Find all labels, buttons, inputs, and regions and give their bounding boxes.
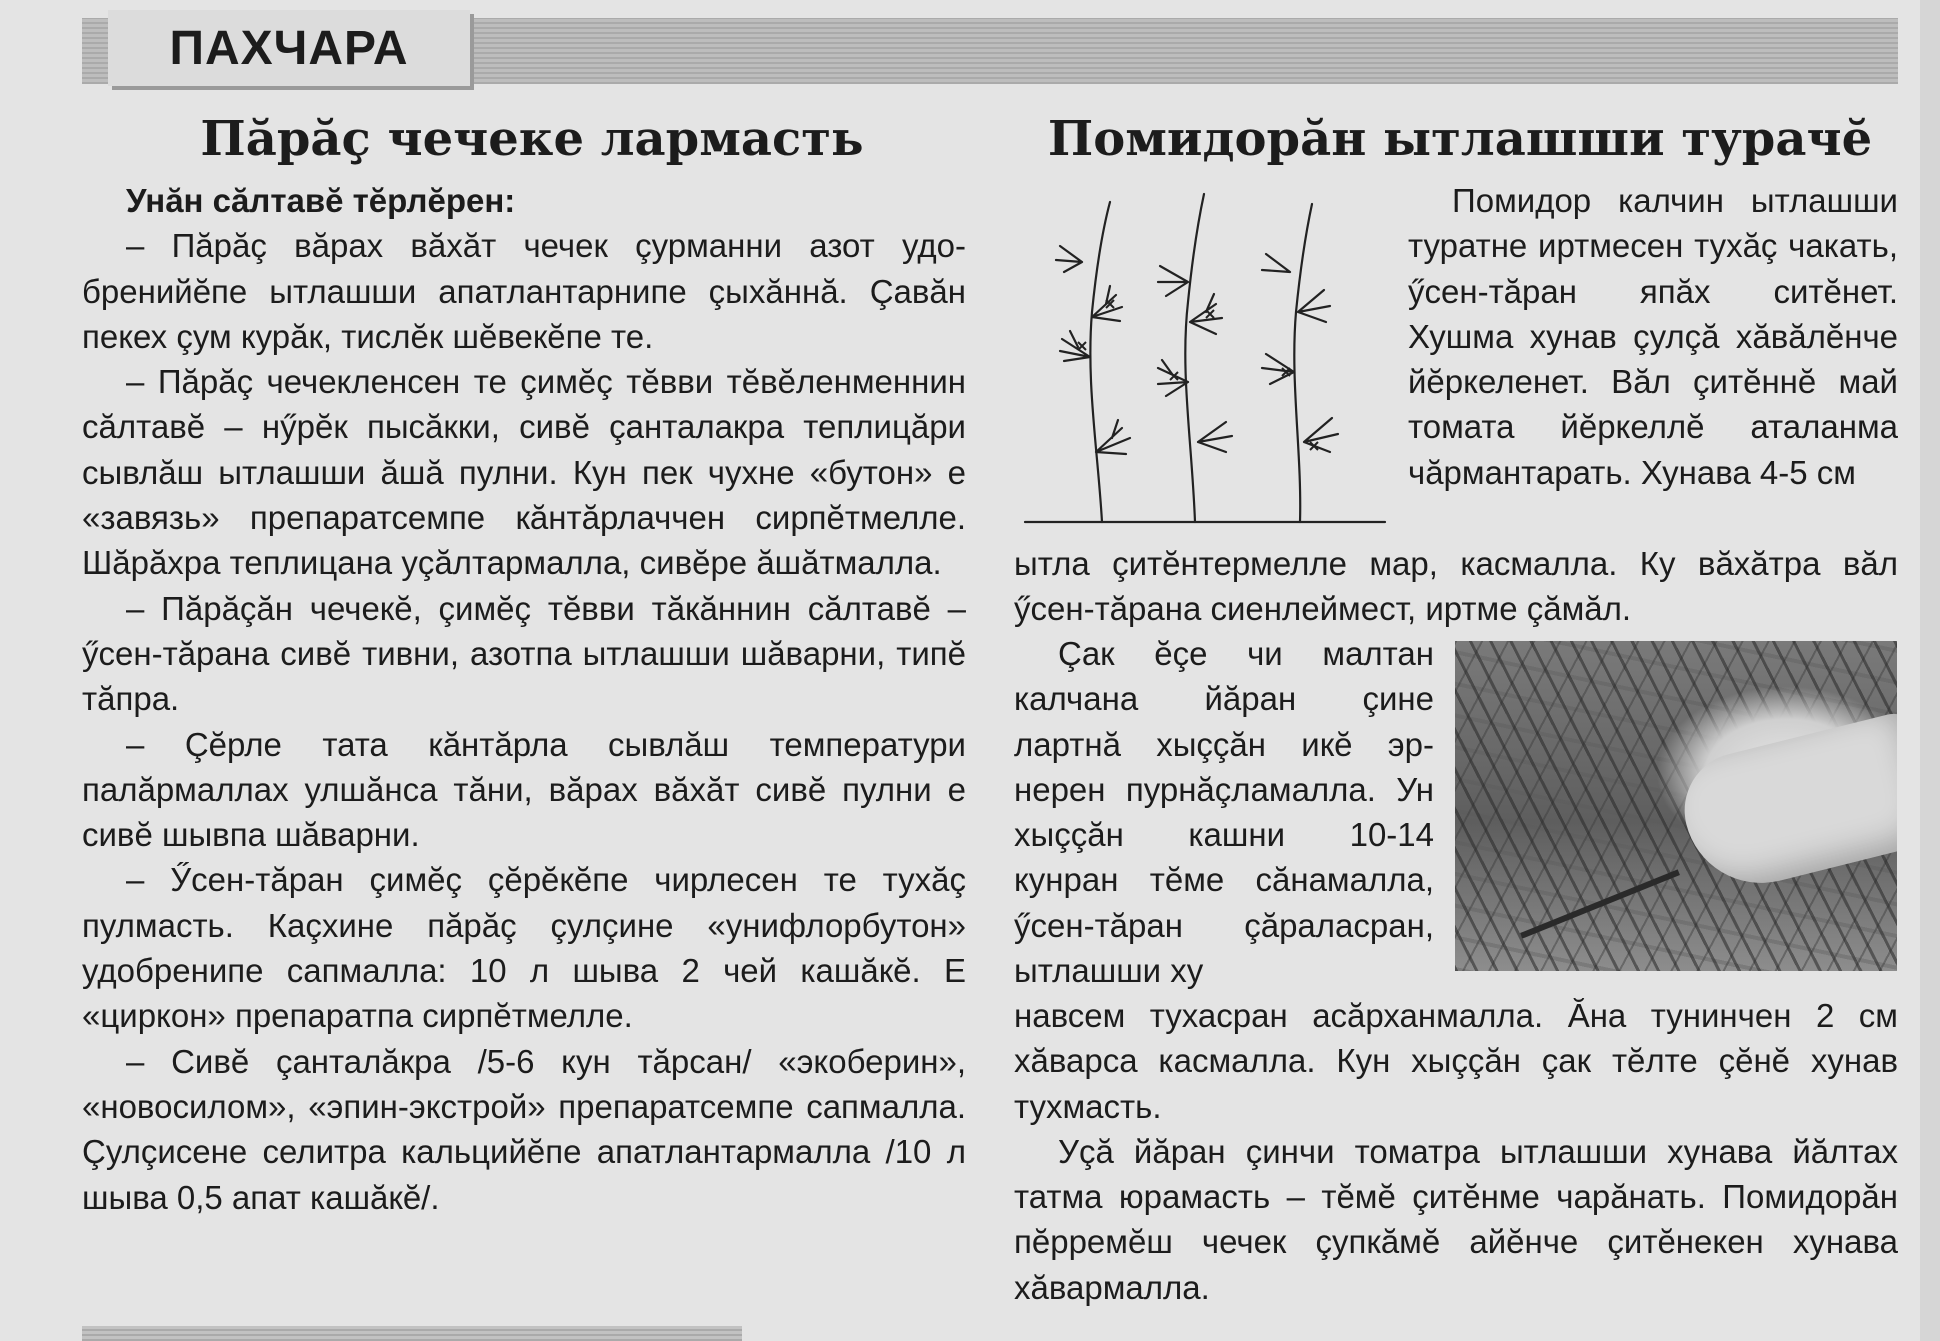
right-continuation-text: ытла çитĕнтермелле мар, касмалла. Ку вăхăтра вăл ӳсен-тăрана сиенлеймест, иртме çăмăл. xyxy=(1014,545,1898,628)
leaf-middle-3 xyxy=(1158,266,1188,296)
tomato-pruning-photo xyxy=(1455,641,1897,971)
leaf-right-3 xyxy=(1262,254,1290,272)
right-closing-paragraph: Уçă йăран çинчи томатра ытлашши хунава йăлтах татма юрамасть – тĕмĕ çитĕнме чарăнать. Помидорăн пĕрремĕш чечек çупкăмĕ айĕнче çитĕнекен хунава хăвармалла. xyxy=(1014,1132,1898,1306)
leaf-right-2 xyxy=(1298,290,1330,322)
cut-marks xyxy=(1078,300,1318,450)
right-article-headline: Помидорăн ытлашши турачĕ xyxy=(1047,111,1873,167)
leaf-middle-4 xyxy=(1198,422,1232,452)
leaf-middle-2 xyxy=(1190,294,1222,334)
right-narrow-paragraph: Çак ĕçе чи малтан калчана йăран çине лартнă хыççăн икĕ эрнерен пурнăçламалла. Ун хыççăн кашни 10-14 кунран тĕме сăнамалла, ӳсен-тăран çăраласран, ытлашши ху xyxy=(1014,635,1434,990)
right-article-intro xyxy=(1408,178,1898,495)
tomato-stems-illustration xyxy=(1020,192,1390,532)
left-paragraph: – Çĕрле тата кăнтăрла сывлăш температури палăрмаллах улшăнса тăни, вăрах вăхăт сивĕ пулни е сивĕ шывпа шăварни. xyxy=(82,725,966,854)
left-article-headline: Пăрăç чечеке лармасть xyxy=(200,111,864,167)
page-edge xyxy=(1920,0,1940,1341)
right-wide-continuation: навсем тухасран асăрханмалла. Ăна тунинчен 2 см хăварса касмалла. Кун хыççăн çак тĕлте çĕнĕ хунав тухмасть. xyxy=(1014,997,1898,1125)
bottom-rule xyxy=(82,1326,742,1341)
leaf-left-1 xyxy=(1060,331,1090,361)
stem-middle xyxy=(1185,194,1204,522)
right-article-continuation xyxy=(1014,541,1898,632)
left-paragraph: – Ӳсен-тăран çимĕç çĕрĕкĕпе чирлесен те тухăç пулмасть. Каçхине пăрăç çулçине «унифлорбутон» удобренипе сапмалла: 10 л шыва 2 чей кашăкĕ. Е «циркон» препаратпа сирпĕтмелле. xyxy=(82,861,966,1035)
right-article-bottom xyxy=(1014,993,1898,1310)
left-paragraph: – Сивĕ çанталăкра /5-6 кун тăрсан/ «экоберин», «новосилом», «эпин-экстрой» препаратсемпе сапмалла. Çулçисене селитра кальцийĕпе апатлантармалла /10 л шыва 0,5 апат кашăкĕ/. xyxy=(82,1042,966,1216)
leaf-right-4 xyxy=(1304,418,1338,452)
right-article-narrow-column xyxy=(1014,631,1434,993)
photo-stem xyxy=(1520,869,1680,938)
left-paragraph: – Пăрăçăн чечекĕ, çимĕç тĕвви тăкăннин сăлтавĕ – ӳсен-тăрана сивĕ тивни, азотпа ытлашши шăварни, типĕ тăпра. xyxy=(82,589,966,718)
leaf-left-3 xyxy=(1096,420,1130,454)
left-article-subheading: Унăн сăлтавĕ тĕрлĕрен: xyxy=(126,182,516,219)
stem-right xyxy=(1294,204,1312,522)
photo-hand xyxy=(1672,708,1897,899)
section-rubric: ПАХЧАРА xyxy=(108,10,470,86)
left-article-body xyxy=(82,178,966,1220)
leaf-left-2 xyxy=(1092,286,1122,321)
left-paragraph: – Пăрăç вăрах вăхăт чечек çурманни азот удобренийĕпе ытлашши апатлантарнипе çыхăннă. Çавăн пекех çум курăк, тислĕк шĕвекĕпе те. xyxy=(82,227,966,355)
leaf-left-4 xyxy=(1056,246,1082,272)
left-paragraph: – Пăрăç чечекленсен те çимĕç тĕвви тĕвĕленменнин сăлтавĕ – нӳрĕк пысăкки, сивĕ çанталакра теплицăри сывлăш ытлашши ăшă пулни. Кун пек чухне «бутон» е «завязь» препаратсемпе кăнтăрлаччен сирпĕтмелле. Шăрăхра теплицана уçăлтармалла, сивĕре ăшăтмалла. xyxy=(82,363,966,582)
right-intro-paragraph: Помидор калчин ытлашши туратне иртмесен тухăç чакать, ӳсен-тăран япăх ситĕнет. Хушма хунав çулçă хăвăлĕнче йĕркеленет. Вăл çитĕннĕ май томата йĕркеллĕ аталанма чăрмантарать. Хунава 4-5 см xyxy=(1408,182,1898,491)
stem-left xyxy=(1090,202,1110,522)
